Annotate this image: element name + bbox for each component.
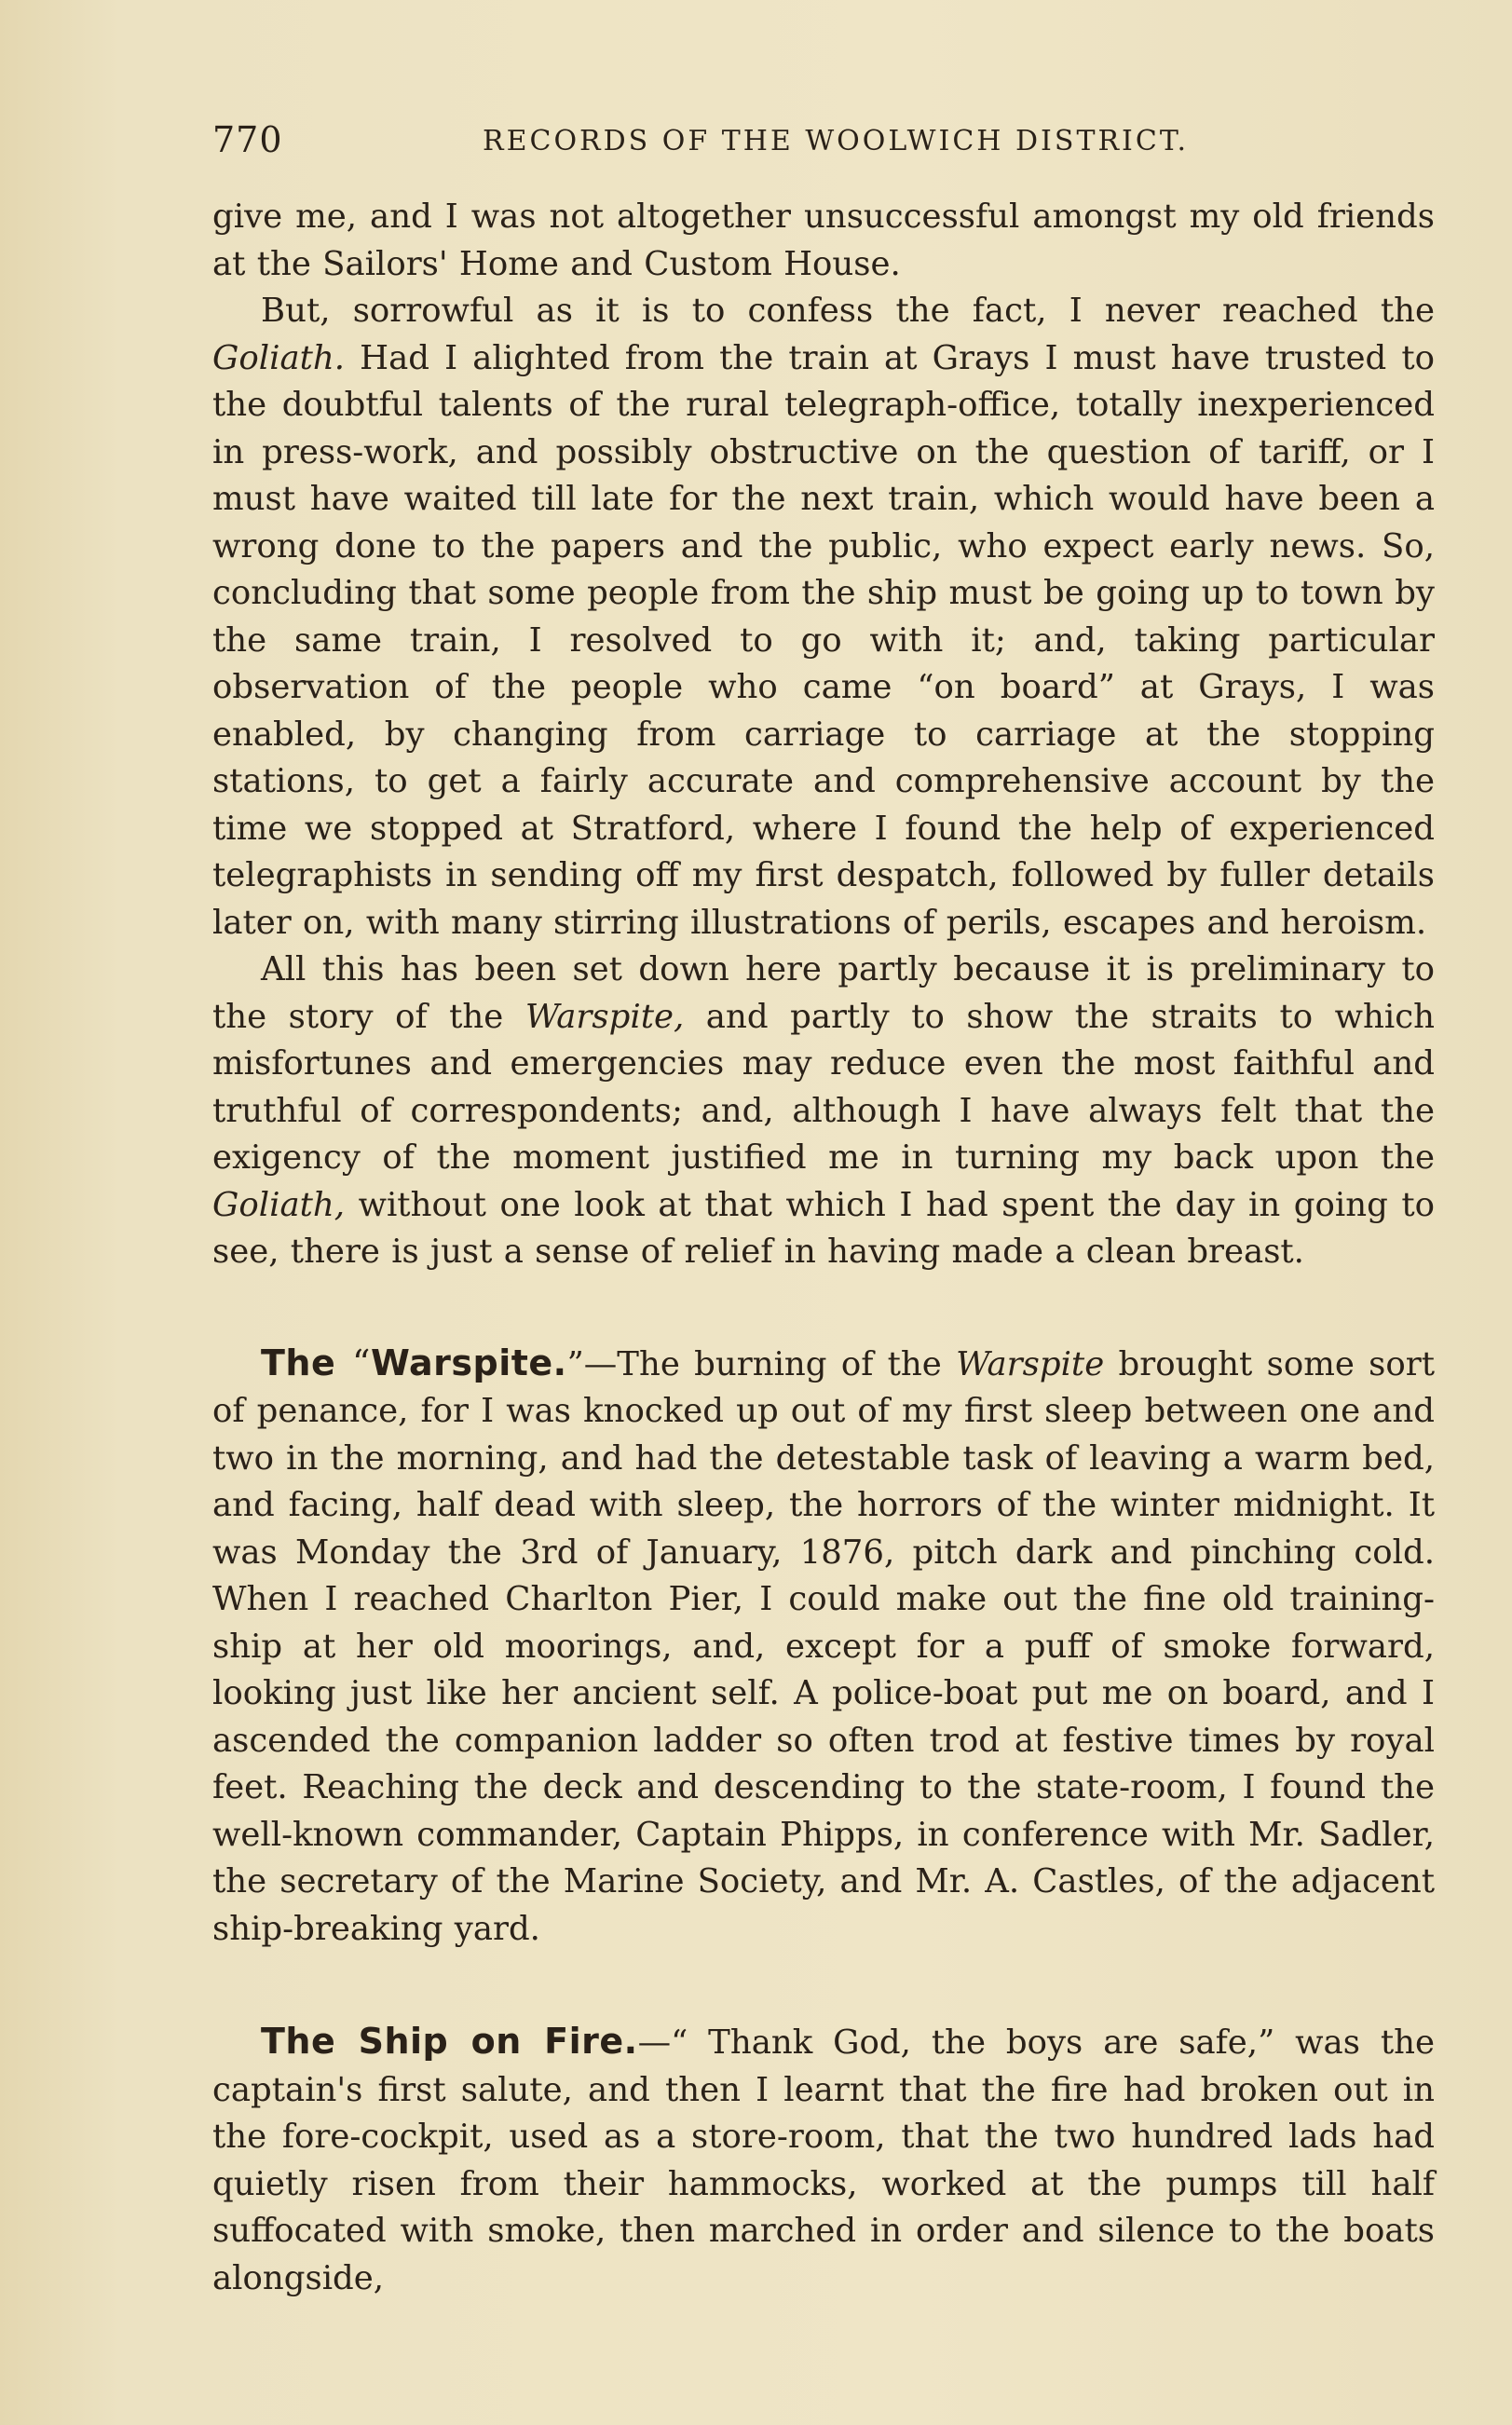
paragraph-preliminary <box>212 947 1435 1276</box>
ship-name-warspite: Warspite, <box>524 997 685 1036</box>
section-warspite <box>212 1340 1435 1954</box>
heading-close: ”— <box>566 1344 618 1383</box>
paragraph-text: and partly to show the straits to which misfortunes and emergencies may reduce even the most faithful and truthful of correspondents; and, although I have always felt that the exigency of the moment justified me in turning my back upon the <box>212 997 1435 1177</box>
section-paragraph <box>212 2018 1435 2302</box>
paragraph-text: without one look at that which I had spent the day in going to see, there is just a sense of relief in having made a clean breast. <box>212 1185 1435 1271</box>
section-ship-on-fire <box>212 2018 1435 2302</box>
running-head: RECORDS OF THE WOOLWICH DISTRICT. <box>483 125 1189 157</box>
page-number: 770 <box>212 119 283 160</box>
page-header <box>212 119 1423 166</box>
heading-quote: “ <box>352 1342 371 1383</box>
heading-title: Warspite. <box>370 1342 567 1383</box>
paragraph-text: But, sorrowful as it is to confess the fact, I never reached the <box>261 292 1435 330</box>
heading-prefix: The <box>261 1342 353 1383</box>
paragraph-text: All this has been set down here partly because it is preliminary to the story of the <box>212 950 1435 1036</box>
ship-name-goliath: Goliath, <box>212 1185 346 1224</box>
paragraph-text: The burning of the <box>617 1344 957 1383</box>
paragraph-continued: give me, and I was not altogether unsuccessful amongst my old friends at the Sailors' Home and Custom House. <box>212 198 1435 283</box>
section-heading-ship-on-fire: The Ship on Fire. <box>261 2021 638 2062</box>
paragraph-goliath <box>212 288 1435 947</box>
ship-name-warspite: Warspite <box>956 1344 1105 1383</box>
ship-name-goliath: Goliath. <box>212 338 346 377</box>
paragraph-text: “ Thank God, the boys are safe,” was the captain's first salute, and then I learnt that the fire had broken out in the fore-cockpit, used as a store-room, that the two hundred lads had quietly risen from their hammocks, worked at the pumps till half suffocated with smoke, then marched in order and silence to the boats alongside, <box>212 2023 1435 2297</box>
paragraph-text: Had I alighted from the train at Grays I must have trusted to the doubtful talents of the rural telegraph-office, totally inexperienced in press-work, and possibly obstructive on the question of tariff, or I must have waited till late for the next train, which would have been a wrong done to the papers and the public, who expect early news. So, concluding that some people from the ship must be going up to town by the same train, I resolved to go with it; and, taking particular observation of the people who came “on board” at Grays, I was enabled, by changing from carriage to carriage at the stopping stations, to get a fairly accurate and comprehensive account by the time we stopped at Stratford, where I found the help of experienced telegraphists in sending off my first despatch, followed by fuller details later on, with many stirring illustrations of perils, escapes and heroism. <box>212 338 1435 942</box>
page-body <box>212 194 1435 2302</box>
section-heading-warspite <box>261 1342 567 1383</box>
heading-dash: — <box>637 2023 672 2062</box>
section-paragraph <box>212 1340 1435 1954</box>
paragraph-text: brought some sort of penance, for I was knocked up out of my first sleep between one and two in the morning, and had the detestable task of leaving a warm bed, and facing, half dead with sleep, the horrors of the winter midnight. It was Monday the 3rd of January, 1876, pitch dark and pinching cold. When I reached Charlton Pier, I could make out the fine old training-ship at her old moorings, and, except for a puff of smoke forward, looking just like her ancient self. A police-boat put me on board, and I ascended the companion ladder so often trod at festive times by royal feet. Reaching the deck and descending to the state-room, I found the well-known commander, Captain Phipps, in conference with Mr. Sadler, the secretary of the Marine Society, and Mr. A. Castles, of the adjacent ship-breaking yard. <box>212 1344 1436 1948</box>
